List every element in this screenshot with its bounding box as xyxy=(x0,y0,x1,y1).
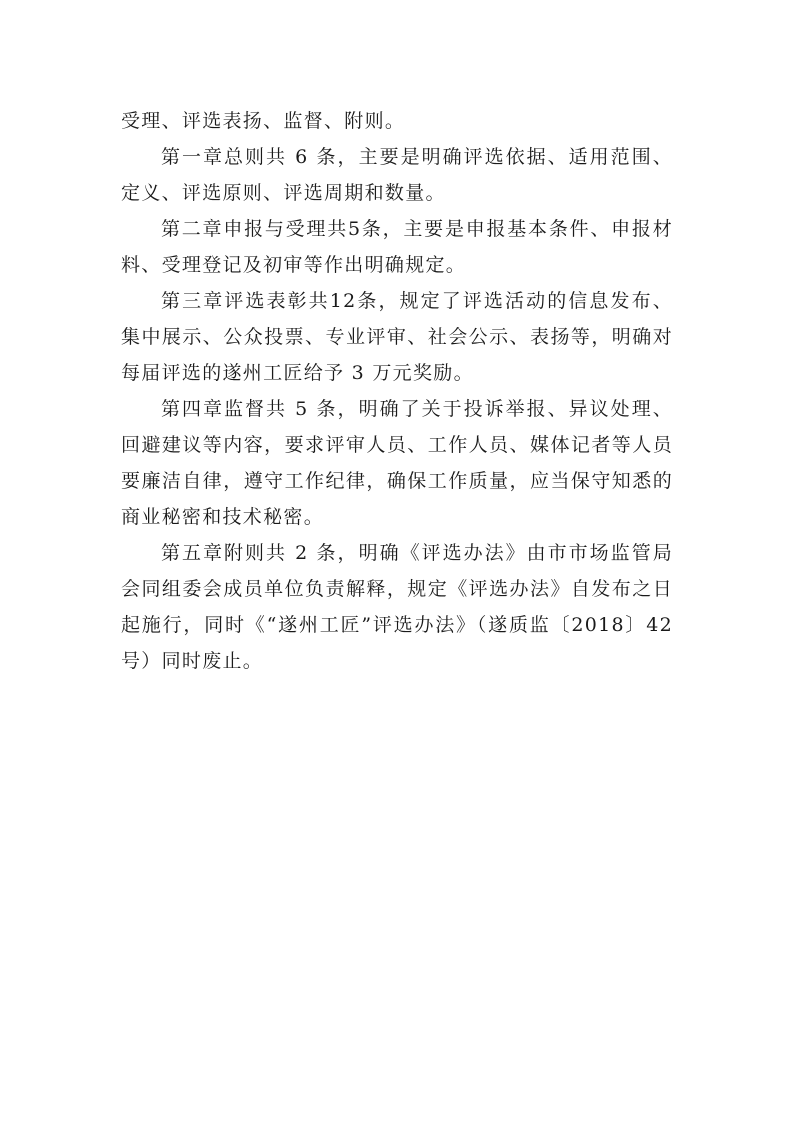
paragraph-chapter-3: 第三章评选表彰共12条，规定了评选活动的信息发布、集中展示、公众投票、专业评审、社会公示、表扬等，明确对每届评选的遂州工匠给予 3 万元奖励。 xyxy=(121,290,673,384)
paragraph-chapter-5: 第五章附则共 2 条，明确《评选办法》由市市场监管局会同组委会成员单位负责解释，规定《评选办法》自发布之日起施行，同时《“遂州工匠”评选办法》（遂质监〔2018〕42号）同时废止。 xyxy=(121,542,673,672)
document-body xyxy=(121,103,673,679)
paragraph-chapter-1: 第一章总则共 6 条，主要是明确评选依据、适用范围、定义、评选原则、评选周期和数量。 xyxy=(121,146,673,204)
paragraph-continuation: 受理、评选表扬、监督、附则。 xyxy=(121,110,406,132)
paragraph-chapter-4: 第四章监督共 5 条，明确了关于投诉举报、异议处理、回避建议等内容，要求评审人员、工作人员、媒体记者等人员要廉洁自律，遵守工作纪律，确保工作质量，应当保守知悉的商业秘密和技术秘密。 xyxy=(121,398,673,528)
paragraph-chapter-2: 第二章申报与受理共5条，主要是申报基本条件、申报材料、受理登记及初审等作出明确规定。 xyxy=(121,218,673,276)
